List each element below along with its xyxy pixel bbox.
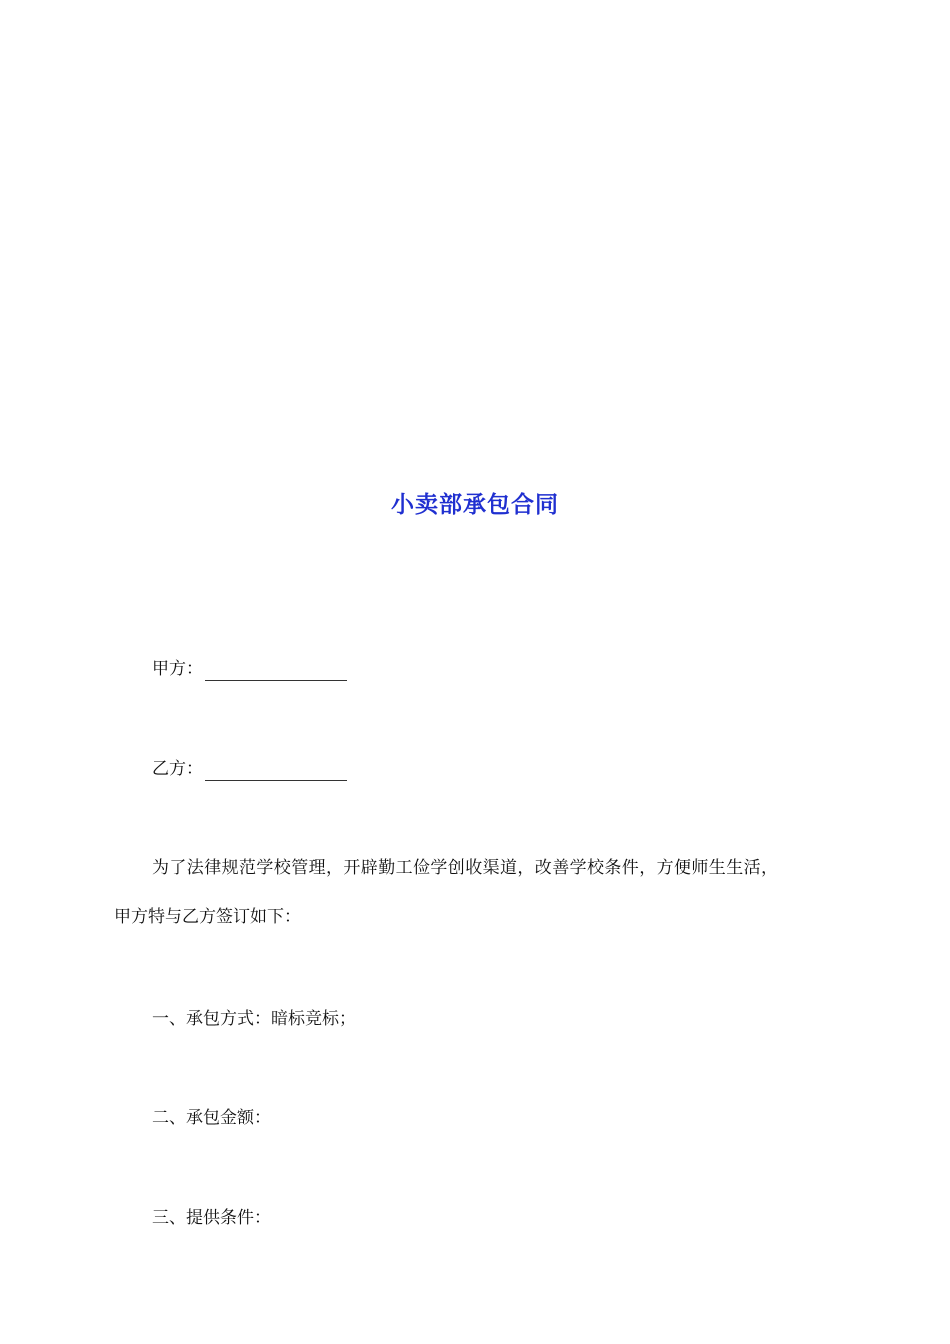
- party-a-blank-field: [205, 662, 347, 681]
- party-a-label: 甲方：: [152, 659, 203, 679]
- intro-paragraph-line2: 甲方特与乙方签订如下：: [114, 907, 301, 927]
- party-b-line: [152, 757, 347, 781]
- document-title: 小卖部承包合同: [391, 491, 559, 518]
- clause-contract-method: 一、承包方式：暗标竞标；: [152, 1009, 356, 1029]
- intro-paragraph-line1: 为了法律规范学校管理，开辟勤工俭学创收渠道，改善学校条件，方便师生生活，: [152, 858, 779, 878]
- clause-contract-amount: 二、承包金额：: [152, 1108, 271, 1128]
- party-b-blank-field: [205, 762, 347, 781]
- clause-provided-conditions: 三、提供条件：: [152, 1208, 271, 1228]
- party-a-line: [152, 657, 347, 681]
- party-b-label: 乙方：: [152, 759, 203, 779]
